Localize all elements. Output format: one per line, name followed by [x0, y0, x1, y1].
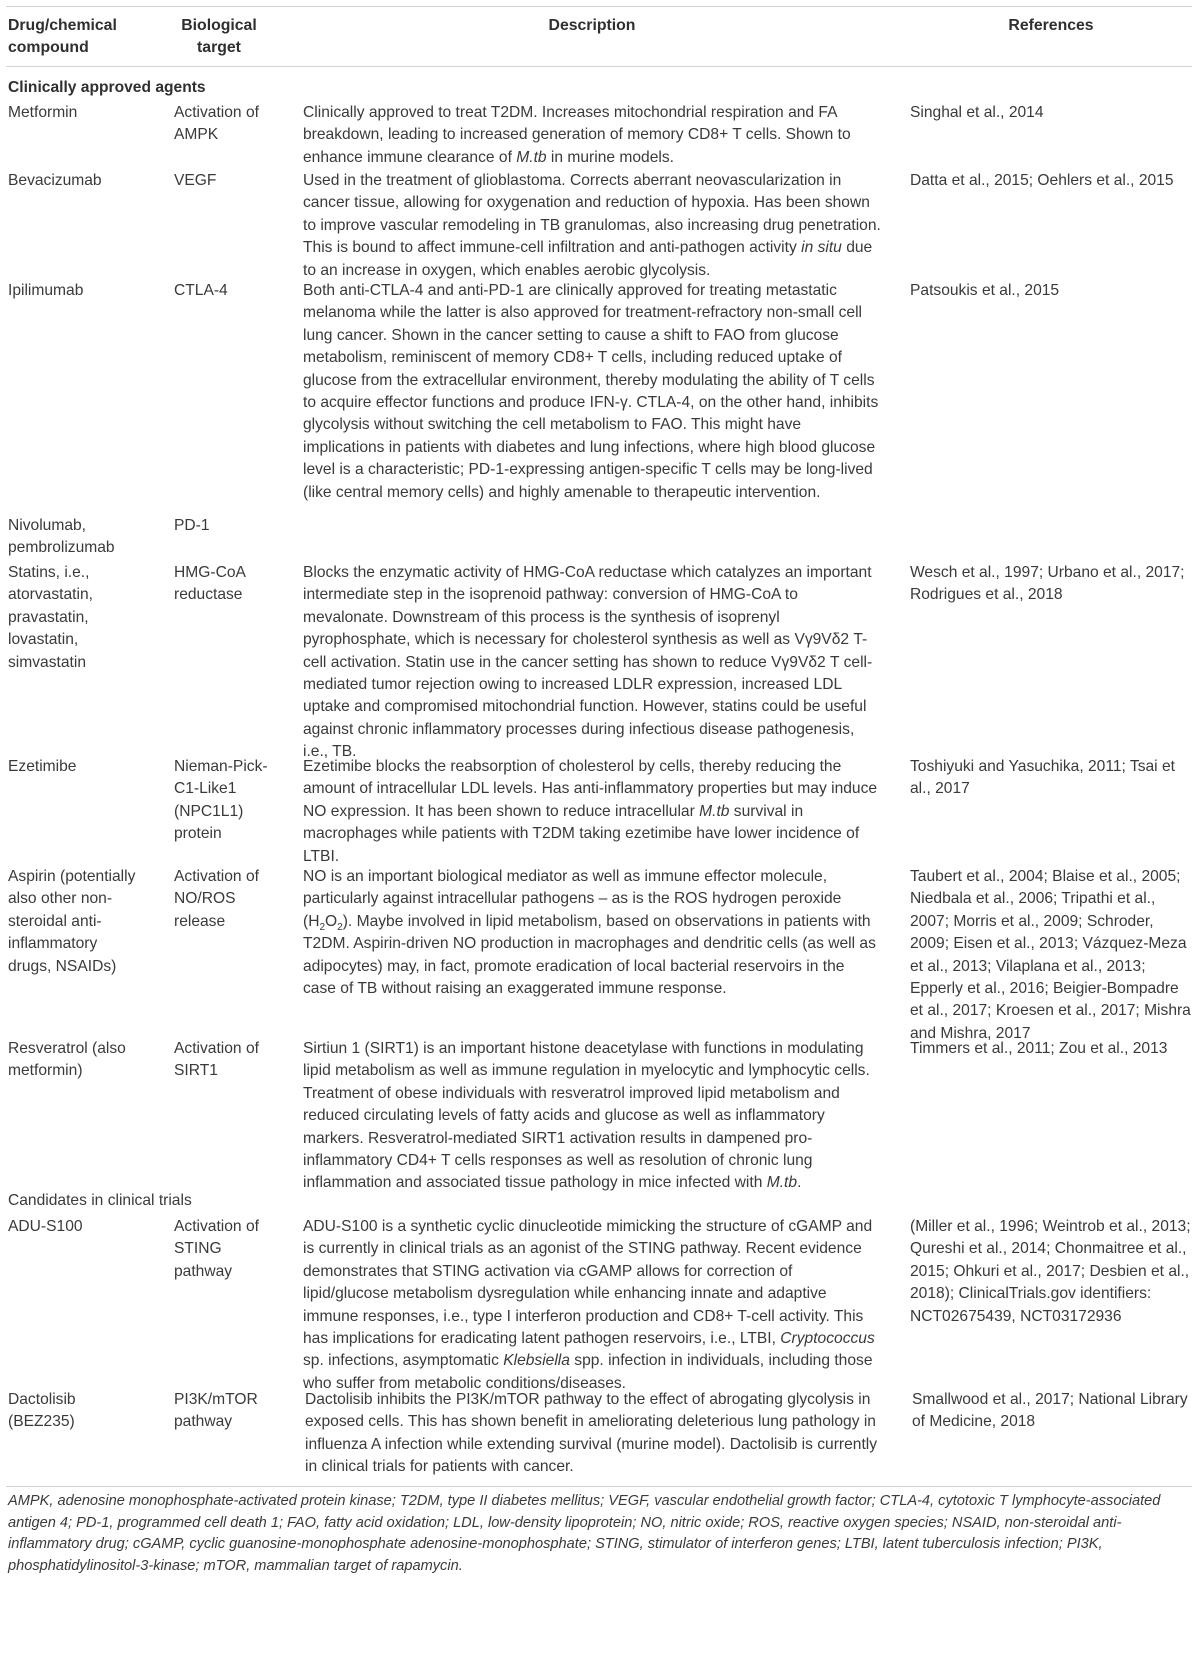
drug-cell: Metformin [8, 104, 78, 121]
target-cell: Activation of AMPK [174, 104, 259, 144]
description-cell: Sirtiun 1 (SIRT1) is an important histone deacetylase with functions in modulating lipid metabolism as well as immune regulation in myelocytic and lymphocytic cells. Treatment of obese individuals with resveratrol improved lipid metabolism and reduced circulating levels of fatty acids and glucose as well as inflammatory markers. Resveratrol-mediated SIRT1 activation results in dampened pro-inflammatory CD4+ T cells responses as well as resolution of chronic lung inflammation and associated tissue pathology in mice infected with M.tb. [303, 1040, 870, 1192]
target-cell: CTLA-4 [174, 282, 228, 299]
description-cell: Ezetimibe blocks the reabsorption of cholesterol by cells, thereby reducing the amount of intracellular LDL levels. Has anti-inflammatory properties but may induce NO expression. It has been shown to reduce intracellular M.tb survival in macrophages while patients with T2DM taking ezetimibe have lower incidence of LTBI. [303, 758, 878, 865]
drug-cell: Resveratrol (also metformin) [8, 1040, 126, 1080]
target-cell: Activation of STING pathway [174, 1218, 259, 1280]
target-cell: Activation of SIRT1 [174, 1040, 259, 1080]
drug-cell: Ezetimibe [8, 758, 77, 775]
drug-cell: Dactolisib (BEZ235) [8, 1391, 76, 1431]
target-cell: Nieman-Pick-C1-Like1 (NPC1L1) protein [174, 758, 268, 843]
header-description: Description [548, 17, 636, 34]
references-cell: Datta et al., 2015; Oehlers et al., 2015 [910, 172, 1174, 189]
references-cell: Timmers et al., 2011; Zou et al., 2013 [910, 1040, 1168, 1057]
description-cell: Clinically approved to treat T2DM. Increases mitochondrial respiration and FA breakdown, leading to increased generation of memory CD8+ T cells. Shown to enhance immune clearance of M.tb in murine models. [303, 104, 851, 166]
header-target: Biological target [181, 17, 257, 56]
header-drug: Drug/chemical compound [8, 17, 117, 56]
section-trials: Candidates in clinical trials [8, 1192, 192, 1209]
description-cell: Used in the treatment of glioblastoma. Corrects aberrant neovascularization in cancer tissue, allowing for oxygenation and reduction of hypoxia. Has been shown to improve vascular remodeling in TB granulomas, also increasing drug penetration. This is bound to affect immune-cell infiltration and anti-pathogen activity in situ due to an increase in oxygen, which enables aerobic glycolysis. [303, 172, 881, 279]
description-cell: NO is an important biological mediator as well as immune effector molecule, particularly against intracellular pathogens – as is the ROS hydrogen peroxide $(H_2O_2)$. Maybe involved in lipid metabolism, based on observations in patients with T2DM. Aspirin-driven NO production in macrophages and dendritic cells (as well as adipocytes) may, in fact, promote eradication of local bacterial reservoirs in the case of TB without raising an exaggerated immune response. [303, 868, 876, 998]
target-cell: VEGF [174, 172, 217, 189]
bottom-rule [6, 1486, 1192, 1487]
references-cell: Singhal et al., 2014 [910, 104, 1044, 121]
section-approved: Clinically approved agents [8, 79, 206, 96]
target-cell: PI3K/mTOR pathway [174, 1391, 258, 1431]
drug-cell: Bevacizumab [8, 172, 102, 189]
description-cell: Both anti-CTLA-4 and anti-PD-1 are clinically approved for treating metastatic melanoma while the latter is also approved for treatment-refractory non-small cell lung cancer. Shown in the cancer setting to cause a shift to FAO from glucose metabolism, reminiscent of memory CD8+ T cells, including reduced uptake of glucose from the extracellular environment, thereby modulating the ability of T cells to acquire effector functions and produce IFN-γ. CTLA-4, on the other hand, inhibits glycolysis without switching the cell metabolism to FAO. This might have implications in patients with diabetes and lung infections, where high blood glucose level is a characteristic; PD-1-expressing antigen-specific T cells may be long-lived (like central memory cells) and highly amenable to therapeutic intervention. [303, 282, 879, 501]
description-cell: Blocks the enzymatic activity of HMG-CoA reductase which catalyzes an important intermediate step in the isoprenoid pathway: conversion of HMG-CoA to mevalonate. Downstream of this process is the synthesis of isoprenyl pyrophosphate, which is necessary for cholesterol synthesis as well as Vγ9Vδ2 T-cell activation. Statin use in the cancer setting has shown to reduce Vγ9Vδ2 T cell-mediated tumor rejection owing to increased LDLR expression, increased LDL uptake and compromised mitochondrial function. However, statins could be useful against chronic inflammatory processes during infectious disease pathogenesis, i.e., TB. [303, 564, 873, 761]
header-rule [6, 66, 1192, 67]
references-cell: Wesch et al., 1997; Urbano et al., 2017; Rodrigues et al., 2018 [910, 564, 1185, 604]
references-cell: (Miller et al., 1996; Weintrob et al., 2013; Qureshi et al., 2014; Chonmaitree et al., 2015; Ohkuri et al., 2017; Desbien et al., 2018); ClinicalTrials.gov identifiers: NCT02675439, NCT03172936 [910, 1218, 1191, 1325]
drug-cell: Nivolumab, pembrolizumab [8, 517, 115, 557]
target-cell: PD-1 [174, 517, 210, 534]
table-footnote: AMPK, adenosine monophosphate-activated protein kinase; T2DM, type II diabetes mellitus; VEGF, vascular endothelial growth factor; CTLA-4, cytotoxic T lymphocyte-associated antigen 4; PD-1, programmed cell death 1; FAO, fatty acid oxidation; LDL, low-density lipoprotein; NO, nitric oxide; ROS, reactive oxygen species; NSAID, non-steroidal anti-inflammatory drug; cGAMP, cyclic guanosine-monophosphate adenosine-monophosphate; STING, stimulator of interferon genes; LTBI, latent tuberculosis infection; PI3K, phosphatidylinositol-3-kinase; mTOR, mammalian target of rapamycin. [8, 1493, 1161, 1574]
header-references: References [1008, 17, 1094, 34]
description-cell: Dactolisib inhibits the PI3K/mTOR pathway to the effect of abrogating glycolysis in exposed cells. This has shown benefit in ameliorating deleterious lung pathology in influenza A infection while extending survival (murine model). Dactolisib is currently in clinical trials for patients with cancer. [305, 1391, 878, 1476]
drug-cell: Aspirin (potentially also other non-steroidal anti-inflammatory drugs, NSAIDs) [8, 868, 136, 975]
description-cell: ADU-S100 is a synthetic cyclic dinucleotide mimicking the structure of cGAMP and is currently in clinical trials as an agonist of the STING pathway. Recent evidence demonstrates that STING activation via cGAMP allows for correction of lipid/glucose metabolism dysregulation while enhancing innate and adaptive immune responses, i.e., type I interferon production and CD8+ T-cell activity. This has implications for eradicating latent pathogen reservoirs, i.e., LTBI, Cryptococcus sp. infections, asymptomatic Klebsiella spp. infection in individuals, including those who suffer from metabolic conditions/diseases. [303, 1218, 875, 1392]
target-cell: HMG-CoA reductase [174, 564, 246, 604]
drug-cell: Ipilimumab [8, 282, 84, 299]
target-cell: Activation of NO/ROS release [174, 868, 259, 930]
references-cell: Smallwood et al., 2017; National Library of Medicine, 2018 [912, 1391, 1188, 1431]
drug-cell: ADU-S100 [8, 1218, 83, 1235]
references-cell: Taubert et al., 2004; Blaise et al., 2005; Niedbala et al., 2006; Tripathi et al., 2007; Morris et al., 2009; Schroder, 2009; Eisen et al., 2013; Vázquez-Meza et al., 2013; Vilaplana et al., 2013; Epperly et al., 2016; Beigier-Bompadre et al., 2017; Kroesen et al., 2017; Mishra and Mishra, 2017 [910, 868, 1191, 1042]
references-cell: Toshiyuki and Yasuchika, 2011; Tsai et al., 2017 [910, 758, 1175, 798]
references-cell: Patsoukis et al., 2015 [910, 282, 1060, 299]
top-rule [6, 6, 1192, 7]
drug-cell: Statins, i.e., atorvastatin, pravastatin, lovastatin, simvastatin [8, 564, 93, 671]
